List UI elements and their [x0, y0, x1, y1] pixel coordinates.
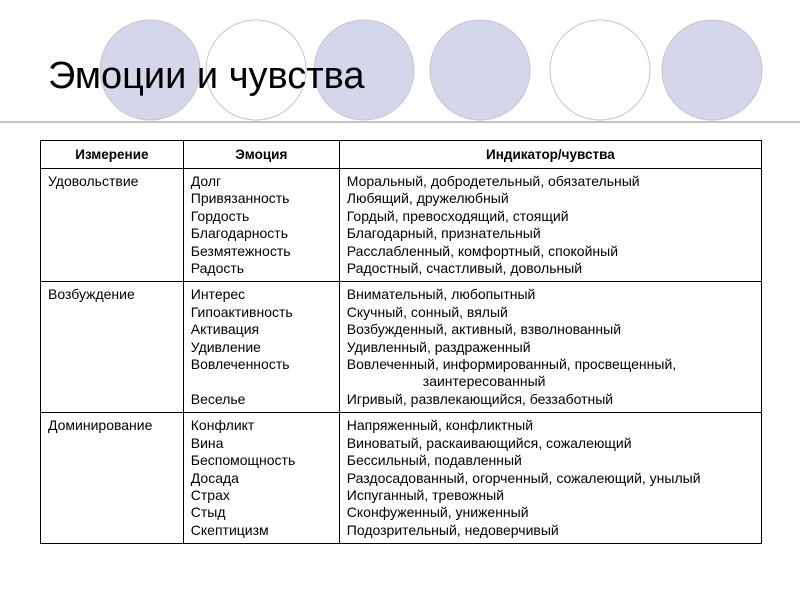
- emotion-item: Страх: [190, 486, 230, 503]
- indicator-item: Напряженный, конфликтный: [346, 417, 534, 434]
- indicator-item: Подозрительный, недоверчивый: [346, 521, 559, 538]
- emotions-table: [40, 140, 762, 544]
- indicator-item: Виноватый, раскаивающийся, сожалеющий: [346, 434, 632, 451]
- emotion-item: Вина: [190, 434, 224, 451]
- header-dimension: Измерение: [41, 141, 184, 169]
- indicator-item: Бессильный, подавленный: [346, 452, 522, 469]
- emotion-item: Беспомощность: [190, 452, 296, 469]
- table-row: [41, 413, 762, 544]
- page-title: Эмоции и чувства: [48, 55, 365, 97]
- emotion-item: Гордость: [190, 207, 250, 224]
- decor-circle: [430, 20, 530, 120]
- indicator-item: Благодарный, признательный: [346, 225, 541, 242]
- emotion-item: Безмятежность: [190, 242, 291, 259]
- table-header-row: [41, 141, 762, 169]
- indicator-item: Раздосадованный, огорченный, сожалеющий, унылый: [346, 469, 701, 486]
- emotion-item: Интерес: [190, 286, 246, 303]
- emotion-item: Благодарность: [190, 225, 288, 242]
- emotion-item: Привязанность: [190, 190, 290, 207]
- dimension-cell: Возбуждение: [41, 282, 184, 413]
- emotion-item: Конфликт: [190, 417, 255, 434]
- decor-circle: [550, 20, 650, 120]
- indicator-cell: [339, 413, 761, 544]
- emotion-item: Скептицизм: [190, 521, 269, 538]
- indicator-item: Моральный, добродетельный, обязательный: [346, 173, 640, 189]
- indicator-cell: [339, 282, 761, 413]
- indicator-item: Расслабленный, комфортный, спокойный: [346, 242, 619, 259]
- emotion-cell: [183, 413, 339, 544]
- emotion-item: Веселье: [190, 390, 246, 407]
- indicator-item: Возбужденный, активный, взволнованный: [346, 321, 622, 338]
- emotion-cell: [183, 169, 339, 282]
- decor-circle: [662, 20, 762, 120]
- emotion-cell: [183, 282, 339, 413]
- dimension-cell: Удовольствие: [41, 169, 184, 282]
- emotion-item: Гипоактивность: [190, 303, 293, 320]
- emotion-item: Радость: [190, 260, 245, 277]
- emotion-item: Досада: [190, 469, 239, 486]
- header-emotion: Эмоция: [183, 141, 339, 169]
- table-row: [41, 169, 762, 282]
- emotion-item: Активация: [190, 321, 260, 338]
- emotion-item: Вовлеченность: [190, 356, 290, 373]
- emotion-item: Стыд: [190, 504, 226, 521]
- indicator-item-continuation: заинтересованный: [422, 373, 546, 390]
- indicator-cell: [339, 169, 761, 282]
- emotion-item: Удивление: [190, 338, 261, 355]
- spacer: [191, 373, 333, 390]
- table-row: [41, 282, 762, 413]
- emotion-item: Долг: [190, 173, 222, 189]
- indicator-item: Радостный, счастливый, довольный: [346, 260, 583, 277]
- indicator-item: Скучный, сонный, вялый: [346, 303, 508, 320]
- indicator-item: Игривый, развлекающийся, беззаботный: [346, 390, 614, 407]
- dimension-cell: Доминирование: [41, 413, 184, 544]
- indicator-item: Вовлеченный, информированный, просвещенный,: [346, 356, 677, 373]
- indicator-item: Испуганный, тревожный: [346, 486, 505, 503]
- indicator-item: Удивленный, раздраженный: [346, 338, 531, 355]
- indicator-item: Гордый, превосходящий, стоящий: [346, 207, 569, 224]
- header-indicator: Индикатор/чувства: [339, 141, 761, 169]
- indicator-item: Внимательный, любопытный: [346, 286, 536, 303]
- indicator-item: Сконфуженный, униженный: [346, 504, 529, 521]
- indicator-item: Любящий, дружелюбный: [346, 190, 509, 207]
